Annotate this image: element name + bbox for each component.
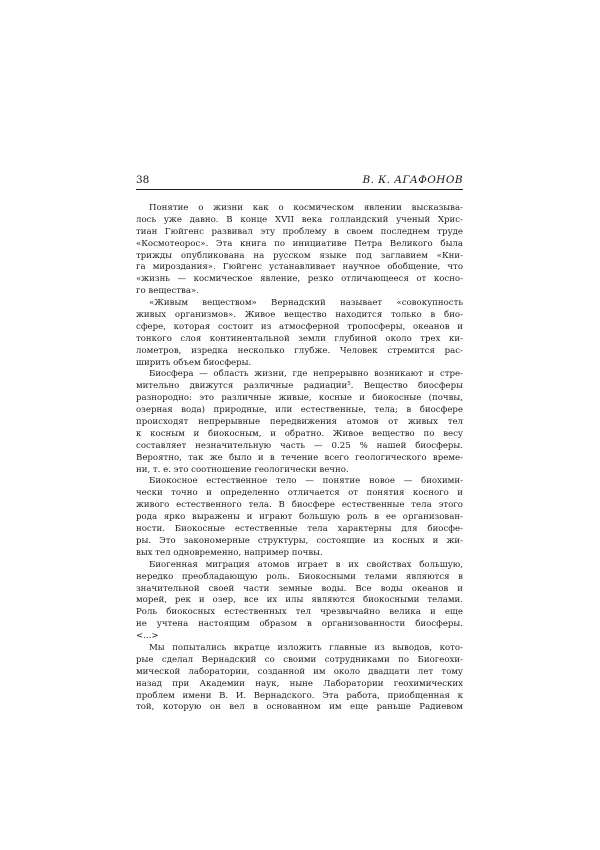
page-header (136, 173, 463, 187)
text-line: морей, рек и озер, все их илы являются биокосными телами. (136, 595, 463, 606)
text-line: Понятие о жизни как о космическом явлении высказыва- (149, 203, 463, 213)
text-line: к косным и биокосным, и обратно. Живое вещество по весу (136, 428, 463, 439)
text-line: ни, т. е. это соотношение геологически вечно. (136, 464, 349, 475)
page-number: 38 (136, 174, 150, 186)
running-head: В. К. АГАФОНОВ (362, 174, 463, 186)
paragraph (136, 643, 463, 714)
text-line: Биокосное естественное тело — понятие новое — биохими- (149, 476, 463, 487)
text-line: «Космотеорос». Эта книга по инициативе Петра Великого была (136, 238, 463, 249)
text-line: «Живым веществом» Вернадский называет «совокупность (149, 298, 463, 309)
text-line: «жизнь — космическое явление, резко отличающееся от косно- (136, 274, 463, 285)
text-line: трижды опубликована на русском языке под заглавием «Кни- (136, 250, 463, 261)
text-line: составляет незначительную часть — 0.25 % нашей биосферы. (136, 440, 463, 451)
paragraph (136, 203, 463, 298)
text-line: Биосфера — область жизни, где непрерывно возникают и стре- (149, 369, 463, 380)
text-line: живых организмов». Живое вещество находится только в био- (136, 310, 463, 321)
omission-mark: <...> (136, 631, 159, 642)
text-line: Биогенная миграция атомов играет в их свойствах большую, (149, 559, 463, 570)
text-line: значительной своей части земные воды. Все воды океанов и (136, 583, 463, 594)
text-line: Мы попытались вкратце изложить главные из выводов, кото- (149, 642, 463, 653)
text-line: проблем имени В. И. Вернадского. Эта работа, приобщенная к (136, 690, 463, 701)
text-line-with-footnote (136, 381, 463, 393)
text-line: ры. Это закономерные структуры, состоящие из косных и жи- (136, 535, 463, 546)
text-line: вых тел одновременно, например почвы. (136, 547, 323, 558)
text-line: рода ярко выражены и играют большую роль в ее организован- (136, 512, 463, 523)
text-line: сфере, которая состоит из атмосферной тропосферы, океанов и (136, 321, 463, 332)
paragraph (136, 560, 463, 643)
text-line: той, которую он вел в основанном им еще раньше Радиевом (136, 702, 463, 713)
text-line: тиан Гюйгенс развивал эту проблему в своем последнем труде (136, 226, 463, 237)
text-line: рые сделал Вернадский со своими сотрудниками по Биогеохи- (136, 654, 463, 665)
text-line: ширить объем биосферы. (136, 357, 252, 368)
text-line: происходят непрерывные передвижения атомов от живых тел (136, 417, 463, 428)
text-line: Роль биокосных естественных тел чрезвычайно велика и еще (136, 607, 463, 618)
text-line: тонкого слоя континентальной земли глубиной около трех ки- (136, 333, 463, 344)
paragraph (136, 369, 463, 476)
header-rule (136, 189, 463, 190)
text-line: назад при Академии наук, ныне Лаборатории геохимических (136, 678, 463, 689)
text-line: го вещества». (136, 286, 199, 297)
text-fragment: мительно движутся различные радиации (136, 381, 348, 392)
text-line: чески точно и определенно отличается от понятия косного и (136, 488, 463, 499)
body-text (136, 203, 463, 714)
text-line: га мироздания». Гюйгенс устанавливает научное обобщение, что (136, 262, 463, 273)
text-line: озерная вода) природные, или естественные, тела; в биосфере (136, 405, 463, 416)
footnote-mark: 5 (347, 381, 351, 388)
text-line: ности. Биокосные естественные тела характерны для биосфе- (136, 524, 463, 535)
text-line: лометров, изредка несколько глубже. Человек стремится рас- (136, 345, 463, 356)
text-line: живого естественного тела. В биосфере естественные тела этого (136, 500, 463, 511)
paragraph (136, 476, 463, 559)
text-line: Вероятно, так же было и в течение всего геологического време- (136, 452, 463, 463)
text-line: мической лаборатории, созданной им около двадцати лет тому (136, 666, 463, 677)
text-line: нередко преобладающую роль. Биокосными телами являются в (136, 571, 463, 582)
text-line: не учтена настоящим образом в организованности биосферы. (136, 619, 463, 630)
text-line: разнородно: это различные живые, косные и биокосные (почвы, (136, 393, 463, 404)
paragraph (136, 298, 463, 369)
text-line: лось уже давно. В конце XVII века голландский ученый Хрис- (136, 214, 463, 225)
text-fragment: . Вещество биосферы (350, 381, 463, 392)
